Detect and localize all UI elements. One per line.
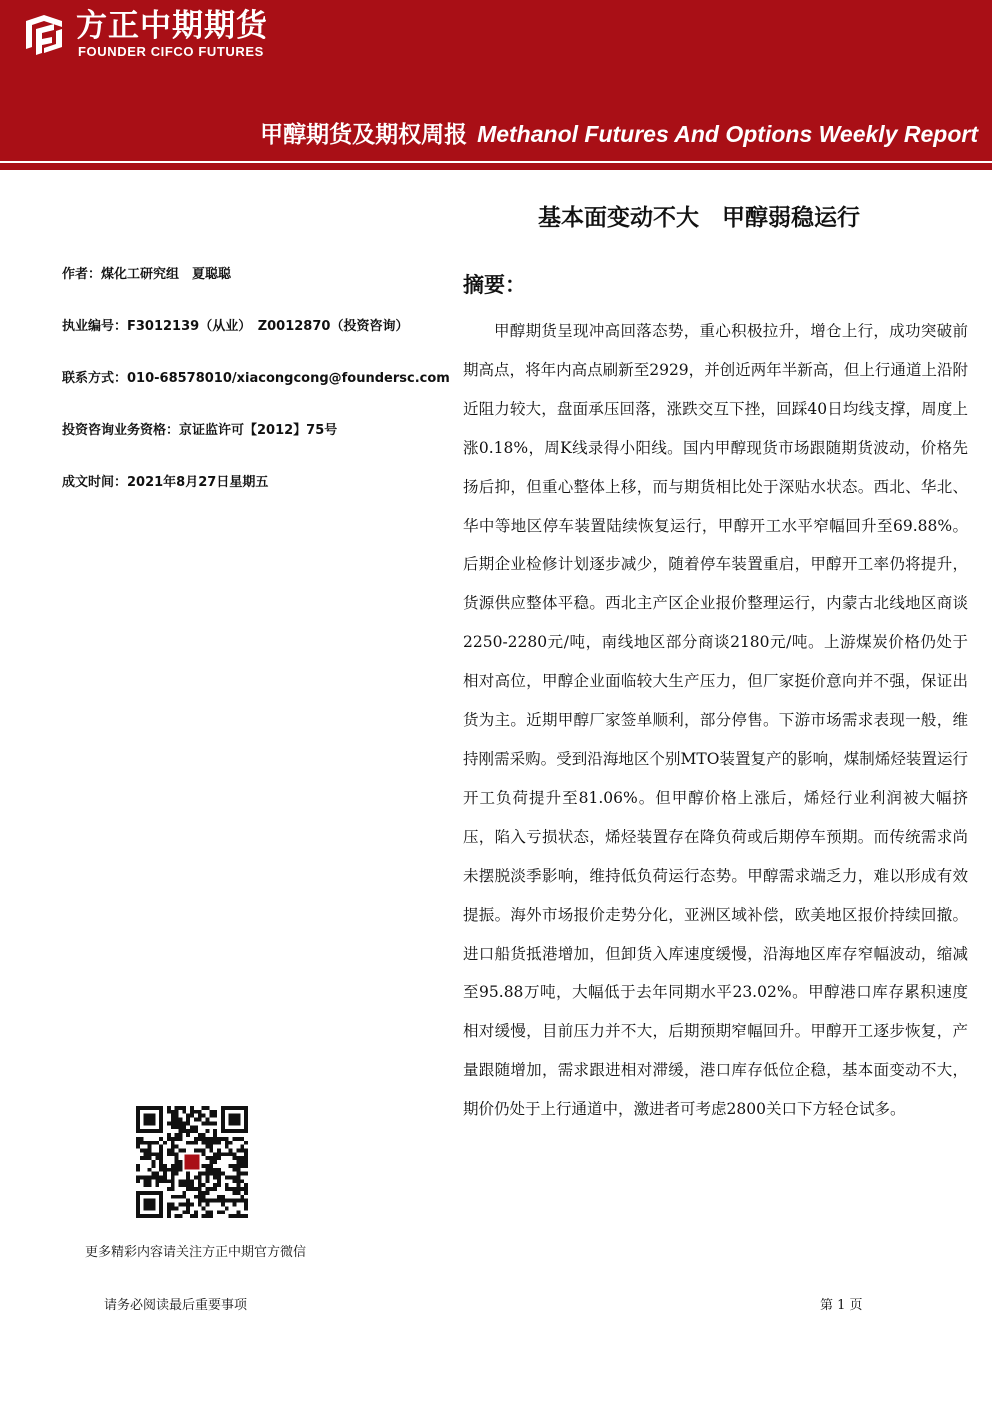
- header-divider: [0, 161, 992, 163]
- page-headline: 基本面变动不大 甲醇弱稳运行: [538, 205, 860, 231]
- contact-line: 联系方式：010-68578010/xiacongcong@foundersc.com: [62, 371, 450, 386]
- page-number: 第 1 页: [820, 1298, 863, 1313]
- header-banner: [0, 0, 992, 170]
- date-line: 成文时间：2021年8月27日星期五: [62, 475, 269, 490]
- author-line: 作者：煤化工研究组 夏聪聪: [62, 267, 232, 282]
- report-title-en: Methanol Futures And Options Weekly Report: [477, 121, 978, 147]
- brand-name-cn: 方正中期期货: [76, 8, 268, 44]
- abstract-title: 摘要：: [463, 273, 526, 297]
- license-line: 执业编号：F3012139（从业） Z0012870（投资咨询）: [62, 319, 409, 334]
- wechat-qr-code-icon: [136, 1106, 248, 1218]
- report-title-cn: 甲醇期货及期权周报: [260, 122, 468, 148]
- founder-logo-icon: [22, 13, 66, 55]
- author-info: [62, 262, 452, 522]
- brand-name-en: FOUNDER CIFCO FUTURES: [78, 44, 264, 59]
- qr-caption: 更多精彩内容请关注方正中期官方微信: [85, 1245, 307, 1260]
- footer-notice: 请务必阅读最后重要事项: [104, 1298, 248, 1313]
- report-title: [260, 116, 978, 149]
- abstract-body: 甲醇期货呈现冲高回落态势，重心积极拉升，增仓上行，成功突破前期高点，将年内高点刷新至2929，并创近两年半新高，但上行通道上沿附近阻力较大，盘面承压回落，涨跌交互下挫，回踩40日均线支撑，周度上涨0.18%，周K线录得小阳线。国内甲醇现货市场跟随期货波动，价格先扬后抑，但重心整体上移，而与期货相比处于深贴水状态。西北、华北、华中等地区停车装置陆续恢复运行，甲醇开工水平窄幅回升至69.88%。后期企业检修计划逐步减少，随着停车装置重启，甲醇开工率仍将提升，货源供应整体平稳。西北主产区企业报价整理运行，内蒙古北线地区商谈2250-2280元/吨，南线地区部分商谈2180元/吨。上游煤炭价格仍处于相对高位，甲醇企业面临较大生产压力，但厂家挺价意向并不强，保证出货为主。近期甲醇厂家签单顺利，部分停售。下游市场需求表现一般，维持刚需采购。受到沿海地区个别MTO装置复产的影响，煤制烯烃装置运行开工负荷提升至81.06%。但甲醇价格上涨后，烯烃行业利润被大幅挤压，陷入亏损状态，烯烃装置存在降负荷或后期停车预期。而传统需求尚未摆脱淡季影响，维持低负荷运行态势。甲醇需求端乏力，难以形成有效提振。海外市场报价走势分化，亚洲区域补偿，欧美地区报价持续回撤。进口船货抵港增加，但卸货入库速度缓慢，沿海地区库存窄幅波动，缩减至95.88万吨，大幅低于去年同期水平23.02%。甲醇港口库存累积速度相对缓慢，目前压力并不大，后期预期窄幅回升。甲醇开工逐步恢复，产量跟随增加，需求跟进相对滞缓，港口库存低位企稳，基本面变动不大，期价仍处于上行通道中，激进者可考虑2800关口下方轻仓试多。: [463, 322, 968, 1119]
- qualification-line: 投资咨询业务资格：京证监许可【2012】75号: [62, 423, 338, 438]
